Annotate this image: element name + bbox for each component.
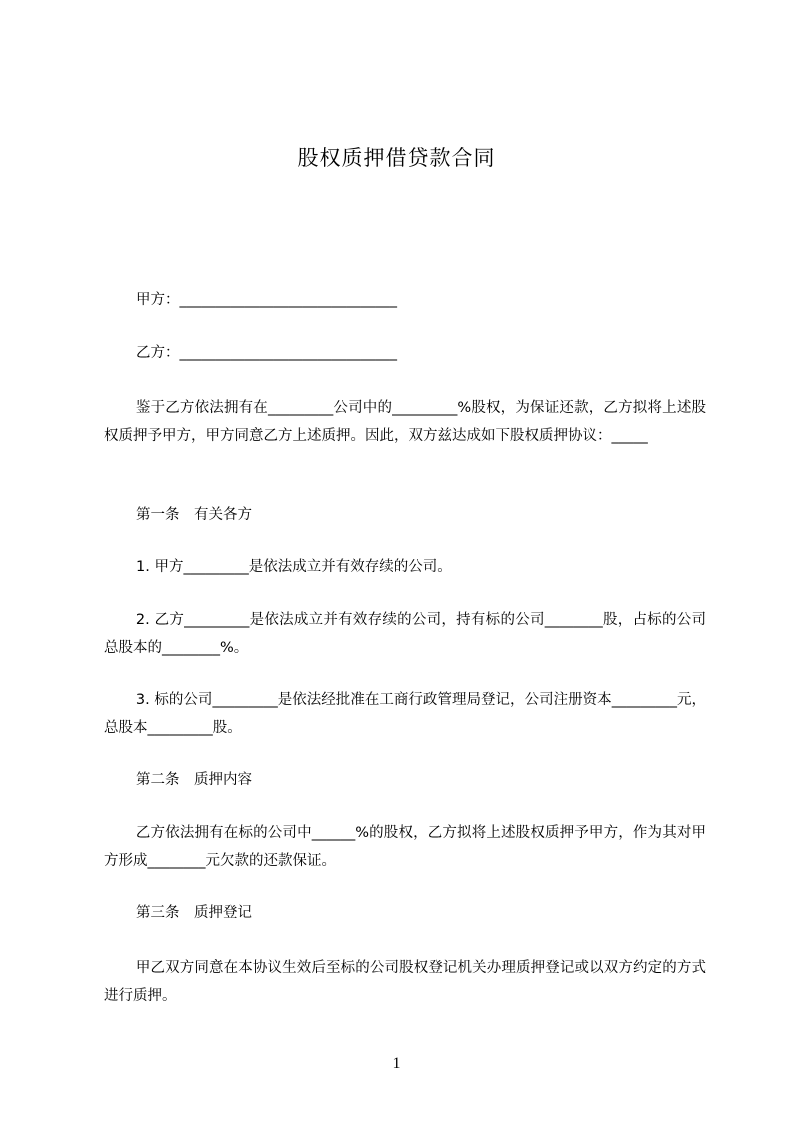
article1-item1: 1. 甲方_________是依法成立并有效存续的公司。 xyxy=(136,559,452,575)
article3-paragraph: 甲乙双方同意在本协议生效后至标的公司股权登记机关办理质押登记或以双方约定的方式进行质押。 xyxy=(104,960,706,1004)
article1-item2: 2. 乙方_________是依法成立并有效存续的公司，持有标的公司________股，占标的公司总股本的________%。 xyxy=(104,612,706,656)
party-a-line: 甲方：______________________________ xyxy=(136,292,397,308)
article1-heading: 第一条 有关各方 xyxy=(136,507,252,523)
article2-heading: 第二条 质押内容 xyxy=(136,772,252,788)
page-number: 1 xyxy=(392,1055,401,1072)
article3-heading: 第三条 质押登记 xyxy=(136,905,252,921)
preamble-paragraph: 鉴于乙方依法拥有在_________公司中的_________%股权，为保证还款，乙方拟将上述股权质押予甲方，甲方同意乙方上述质押。因此，双方兹达成如下股权质押协议：_____ xyxy=(104,400,706,444)
article2-paragraph: 乙方依法拥有在标的公司中______%的股权，乙方拟将上述股权质押予甲方，作为其对甲方形成________元欠款的还款保证。 xyxy=(104,825,706,869)
article1-item3: 3. 标的公司_________是依法经批准在工商行政管理局登记，公司注册资本_________元，总股本_________股。 xyxy=(104,692,706,736)
party-b-line: 乙方：______________________________ xyxy=(136,345,397,361)
document-title: 股权质押借贷款合同 xyxy=(297,146,496,170)
